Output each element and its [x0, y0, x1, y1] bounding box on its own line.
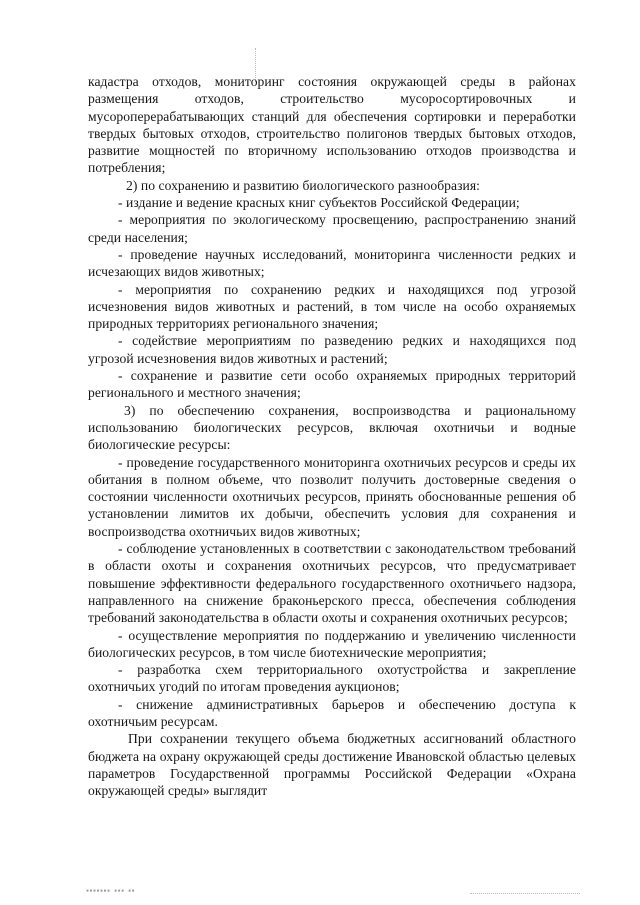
list-heading: 2) по сохранению и развитию биологического разнообразия:	[126, 177, 480, 193]
list-item: - разработка схем территориального охотустройства и закрепление охотничьих угодий по итогам проведения аукционов;	[88, 662, 576, 695]
list-item: - издание и ведение красных книг субъектов Российской Федерации;	[118, 195, 520, 211]
list-item: - сохранение и развитие сети особо охраняемых природных территорий регионального и местного значения;	[88, 368, 576, 401]
document-body	[88, 73, 576, 799]
list-item: - снижение административных барьеров и обеспечению доступа к охотничьим ресурсам.	[88, 696, 576, 729]
list-item: - мероприятия по сохранению редких и находящихся под угрозой исчезновения видов животных и растений, в том числе на особо охраняемых природных территориях регионального значения;	[88, 281, 576, 332]
list-item: - мероприятия по экологическому просвещению, распространению знаний среди населения;	[88, 212, 576, 245]
scan-footer-mark	[470, 890, 580, 894]
list-item: - проведение научных исследований, мониторинга численности редких и исчезающих видов животных;	[88, 246, 576, 280]
paragraph: кадастра отходов, мониторинг состояния окружающей среды в районах размещения отходов, строительство мусоросортировочных и мусороперерабатывающих станций для обеспечения сортировки и переработки твердых бытовых отходов, строительство полигонов твердых бытовых отходов, развитие мощностей по вторичному использованию отходов производства и потребления;	[88, 74, 576, 176]
list-heading: 3) по обеспечению сохранения, воспроизводства и рациональному использованию биологических ресурсов, включая охотничьи и водные биологические ресурсы:	[88, 402, 576, 453]
scan-footer-mark: ▪▪▪▪▪▪▪ ▪▪▪ ▪▪	[86, 888, 136, 894]
list-item: - соблюдение установленных в соответствии с законодательством требований в области охоты и сохранения охотничьих ресурсов, что предусматривает повышение эффективности федерального государственного охотничьего надзора, направленного на снижение браконьерского пресса, обеспечения соблюдения требований законодательства в области охоты и сохранения охотничьих ресурсов;	[88, 541, 576, 626]
list-item: - содействие мероприятиям по разведению редких и находящихся под угрозой исчезновения видов животных и растений;	[88, 333, 576, 366]
list-item: - осуществление мероприятия по поддержанию и увеличению численности биологических ресурсов, в том числе биотехнические мероприятия;	[88, 627, 576, 660]
paragraph: При сохранении текущего объема бюджетных ассигнований областного бюджета на охрану окружающей среды достижение Ивановской областью целевых параметров Государственной программы Российской Федерации «Охрана окружающей среды» выглядит	[88, 731, 576, 799]
list-item: - проведение государственного мониторинга охотничьих ресурсов и среды их обитания в полном объеме, что позволит получить достоверные сведения о состоянии численности охотничьих ресурсов, принять обоснованные решения об установлении лимитов их добычи, обеспечить условия для сохранения и воспроизводства охотничьих видов животных;	[88, 454, 576, 539]
